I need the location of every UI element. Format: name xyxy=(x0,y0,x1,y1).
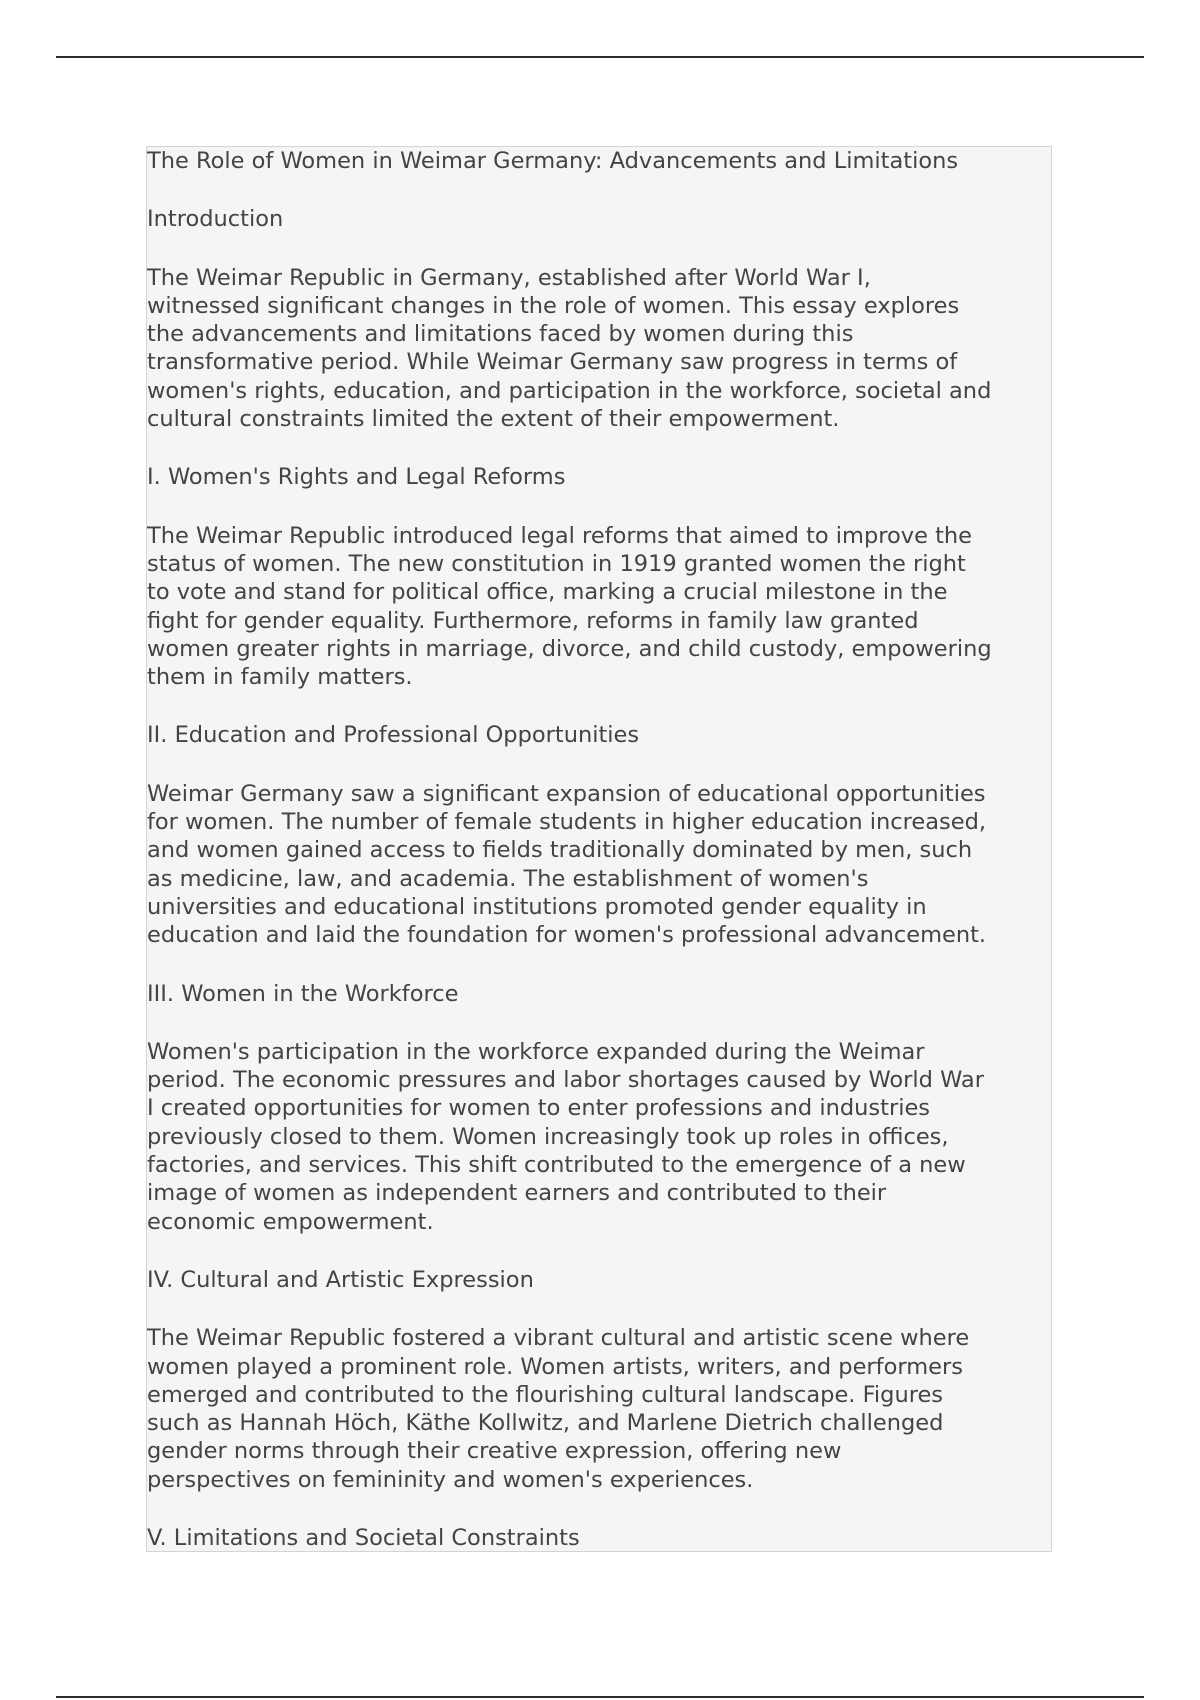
bottom-divider xyxy=(56,1696,1144,1698)
top-divider xyxy=(56,56,1144,58)
paragraph-line: The Weimar Republic introduced legal reforms that aimed to improve the xyxy=(147,522,973,549)
section-heading-cultural-expression: IV. Cultural and Artistic Expression xyxy=(147,1266,534,1293)
paragraph-line: women greater rights in marriage, divorce, and child custody, empowering xyxy=(147,635,992,662)
paragraph-cultural-expression xyxy=(147,1324,1051,1494)
paragraph-education xyxy=(147,780,1051,950)
document-title: The Role of Women in Weimar Germany: Advancements and Limitations xyxy=(147,148,959,174)
paragraph-line: witnessed significant changes in the role of women. This essay explores xyxy=(147,292,960,319)
paragraph-line: perspectives on femininity and women's experiences. xyxy=(147,1466,754,1493)
paragraph-womens-rights xyxy=(147,522,1051,692)
paragraph-line: The Weimar Republic in Germany, established after World War I, xyxy=(147,264,871,291)
paragraph-line: status of women. The new constitution in 1919 granted women the right xyxy=(147,550,966,577)
paragraph-line: the advancements and limitations faced by women during this xyxy=(147,321,854,348)
paragraph-line: such as Hannah Höch, Käthe Kollwitz, and Marlene Dietrich challenged xyxy=(147,1410,944,1437)
paragraph-line: emerged and contributed to the flourishing cultural landscape. Figures xyxy=(147,1381,944,1408)
paragraph-line: to vote and stand for political office, marking a crucial milestone in the xyxy=(147,579,948,606)
section-heading-introduction: Introduction xyxy=(147,206,284,233)
section-heading-womens-rights: I. Women's Rights and Legal Reforms xyxy=(147,464,566,491)
paragraph-workforce xyxy=(147,1038,1051,1236)
paragraph-line: them in family matters. xyxy=(147,664,413,691)
paragraph-line: gender norms through their creative expression, offering new xyxy=(147,1438,842,1465)
paragraph-line: The Weimar Republic fostered a vibrant cultural and artistic scene where xyxy=(147,1325,970,1352)
paragraph-line: universities and educational institutions promoted gender equality in xyxy=(147,893,927,920)
paragraph-line: women's rights, education, and participation in the workforce, societal and xyxy=(147,377,992,404)
paragraph-line: cultural constraints limited the extent of their empowerment. xyxy=(147,406,840,433)
paragraph-line: Weimar Germany saw a significant expansion of educational opportunities xyxy=(147,780,986,807)
paragraph-line: economic empowerment. xyxy=(147,1208,434,1235)
paragraph-line: I created opportunities for women to enter professions and industries xyxy=(147,1095,931,1122)
paragraph-line: as medicine, law, and academia. The establishment of women's xyxy=(147,865,869,892)
paragraph-line: Women's participation in the workforce expanded during the Weimar xyxy=(147,1038,925,1065)
document-text-box xyxy=(146,146,1052,1552)
paragraph-line: education and laid the foundation for women's professional advancement. xyxy=(147,922,987,949)
section-heading-education: II. Education and Professional Opportunities xyxy=(147,722,640,749)
paragraph-line: and women gained access to fields traditionally dominated by men, such xyxy=(147,837,973,864)
paragraph-line: factories, and services. This shift contributed to the emergence of a new xyxy=(147,1152,966,1179)
paragraph-line: transformative period. While Weimar Germany saw progress in terms of xyxy=(147,349,958,376)
paragraph-line: period. The economic pressures and labor shortages caused by World War xyxy=(147,1067,984,1094)
paragraph-line: for women. The number of female students in higher education increased, xyxy=(147,809,987,836)
paragraph-introduction xyxy=(147,264,1051,434)
paragraph-line: fight for gender equality. Furthermore, reforms in family law granted xyxy=(147,607,919,634)
paragraph-line: previously closed to them. Women increasingly took up roles in offices, xyxy=(147,1123,949,1150)
paragraph-line: women played a prominent role. Women artists, writers, and performers xyxy=(147,1353,963,1380)
section-heading-limitations: V. Limitations and Societal Constraints xyxy=(147,1524,580,1551)
section-heading-workforce: III. Women in the Workforce xyxy=(147,980,459,1007)
paragraph-line: image of women as independent earners and contributed to their xyxy=(147,1180,887,1207)
